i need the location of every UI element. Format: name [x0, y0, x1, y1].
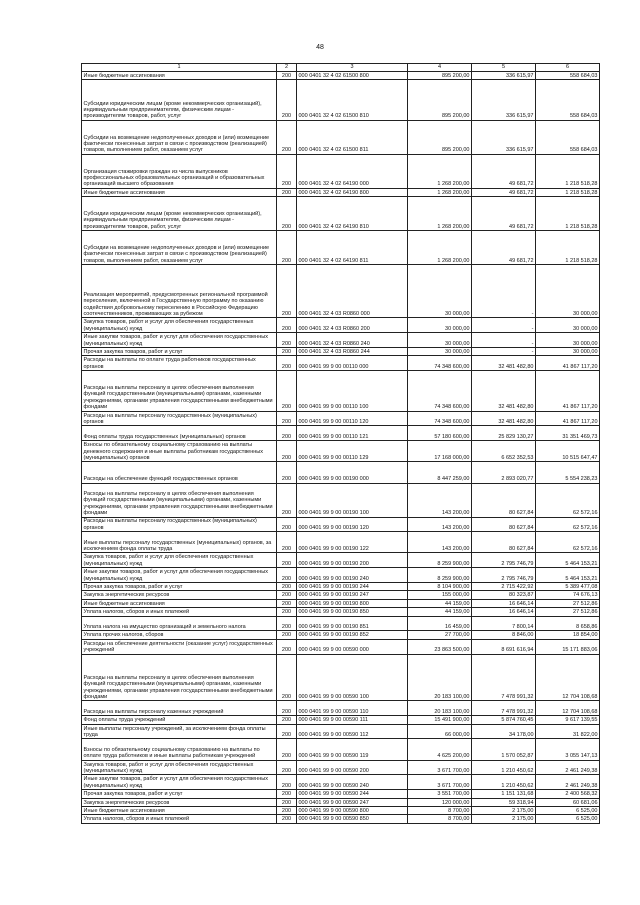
- table-row: [82, 231, 600, 265]
- row-budget-classification-code: 000 0401 32 4 03 R0860 200: [297, 318, 408, 333]
- row-budget-classification-code: 000 0401 99 9 00 00190 244: [297, 583, 408, 591]
- row-line-code: 200: [277, 72, 297, 80]
- row-unexecuted-amount: 1 218 518,28: [536, 231, 600, 265]
- row-approved-amount: 8 259 900,00: [408, 568, 472, 583]
- row-line-code: 200: [277, 333, 297, 348]
- row-description: Закупка товаров, работ и услуг для обеспечения государственных (муниципальных) нужд: [82, 760, 277, 775]
- row-approved-amount: 20 183 100,00: [408, 701, 472, 716]
- row-executed-amount: 8 846,00: [472, 631, 536, 639]
- row-description: Фонд оплаты труда государственных (муниципальных) органов: [82, 426, 277, 441]
- row-executed-amount: 1 570 052,87: [472, 739, 536, 760]
- row-description: Закупка товаров, работ и услуг для обеспечения государственных (муниципальных) нужд: [82, 318, 277, 333]
- row-approved-amount: 20 183 100,00: [408, 654, 472, 701]
- row-approved-amount: 155 000,00: [408, 591, 472, 599]
- header-col-1: 1: [82, 64, 277, 72]
- row-budget-classification-code: 000 0401 99 9 00 00190 852: [297, 631, 408, 639]
- row-budget-classification-code: 000 0401 99 9 00 00590 200: [297, 760, 408, 775]
- row-approved-amount: 30 000,00: [408, 347, 472, 355]
- table-row: [82, 599, 600, 607]
- page-number: 48: [316, 44, 324, 51]
- table-row: [82, 462, 600, 483]
- table-row: [82, 532, 600, 553]
- row-line-code: 200: [277, 231, 297, 265]
- table-row: [82, 197, 600, 231]
- row-approved-amount: 1 268 200,00: [408, 154, 472, 188]
- row-budget-classification-code: 000 0401 99 9 00 00590 111: [297, 716, 408, 724]
- table-row: [82, 517, 600, 532]
- row-line-code: 200: [277, 318, 297, 333]
- row-approved-amount: 120 000,00: [408, 798, 472, 806]
- row-executed-amount: 6 652 352,53: [472, 441, 536, 462]
- row-executed-amount: 32 481 482,80: [472, 371, 536, 411]
- row-unexecuted-amount: 558 684,03: [536, 120, 600, 154]
- header-col-6: 6: [536, 64, 600, 72]
- row-line-code: 200: [277, 553, 297, 568]
- row-budget-classification-code: 000 0401 99 9 00 00590 100: [297, 654, 408, 701]
- row-executed-amount: 336 615,97: [472, 72, 536, 80]
- row-executed-amount: 49 681,72: [472, 231, 536, 265]
- row-line-code: 200: [277, 532, 297, 553]
- row-unexecuted-amount: 5 464 153,21: [536, 553, 600, 568]
- row-approved-amount: 44 159,00: [408, 599, 472, 607]
- row-approved-amount: 30 000,00: [408, 265, 472, 318]
- header-col-5: 5: [472, 64, 536, 72]
- row-description: Иные закупки товаров, работ и услуг для обеспечения государственных (муниципальных) нужд: [82, 775, 277, 790]
- row-approved-amount: 15 491 900,00: [408, 716, 472, 724]
- row-approved-amount: 4 625 200,00: [408, 739, 472, 760]
- row-executed-amount: 80 627,84: [472, 532, 536, 553]
- row-executed-amount: -: [472, 347, 536, 355]
- row-approved-amount: 895 200,00: [408, 80, 472, 120]
- row-budget-classification-code: 000 0401 99 9 00 00110 000: [297, 356, 408, 371]
- row-description: Закупка энергетических ресурсов: [82, 798, 277, 806]
- row-budget-classification-code: 000 0401 99 9 00 00590 247: [297, 798, 408, 806]
- row-line-code: 200: [277, 583, 297, 591]
- row-executed-amount: -: [472, 265, 536, 318]
- row-budget-classification-code: 000 0401 99 9 00 00110 120: [297, 411, 408, 426]
- row-executed-amount: 336 615,97: [472, 120, 536, 154]
- header-col-3: 3: [297, 64, 408, 72]
- row-line-code: 200: [277, 483, 297, 517]
- row-budget-classification-code: 000 0401 99 9 00 00190 240: [297, 568, 408, 583]
- row-description: Расходы на выплаты по оплате труда работников государственных органов: [82, 356, 277, 371]
- row-executed-amount: 2 795 746,79: [472, 568, 536, 583]
- row-budget-classification-code: 000 0401 99 9 00 00590 112: [297, 724, 408, 739]
- table-row: [82, 806, 600, 814]
- row-budget-classification-code: 000 0401 32 4 03 R0860 244: [297, 347, 408, 355]
- row-line-code: 200: [277, 806, 297, 814]
- row-unexecuted-amount: 2 400 568,32: [536, 790, 600, 798]
- row-line-code: 200: [277, 441, 297, 462]
- row-unexecuted-amount: 558 684,03: [536, 80, 600, 120]
- row-budget-classification-code: 000 0401 99 9 00 00190 850: [297, 608, 408, 616]
- row-unexecuted-amount: 27 512,86: [536, 599, 600, 607]
- row-budget-classification-code: 000 0401 99 9 00 00590 244: [297, 790, 408, 798]
- table-row: [82, 356, 600, 371]
- row-description: Иные выплаты персоналу государственных (муниципальных) органов, за исключением фонда оплаты труда: [82, 532, 277, 553]
- row-approved-amount: 143 200,00: [408, 532, 472, 553]
- row-line-code: 200: [277, 724, 297, 739]
- row-line-code: 200: [277, 599, 297, 607]
- row-line-code: 200: [277, 517, 297, 532]
- row-budget-classification-code: 000 0401 32 4 02 61500 800: [297, 72, 408, 80]
- row-budget-classification-code: 000 0401 99 9 00 00190 000: [297, 462, 408, 483]
- row-description: Уплата прочих налогов, сборов: [82, 631, 277, 639]
- row-description: Взносы по обязательному социальному страхованию на выплаты по оплате труда работников и иные выплаты работникам учреждений: [82, 739, 277, 760]
- row-line-code: 200: [277, 120, 297, 154]
- row-budget-classification-code: 000 0401 99 9 00 00590 240: [297, 775, 408, 790]
- table-row: [82, 798, 600, 806]
- table-row: [82, 441, 600, 462]
- table-row: [82, 583, 600, 591]
- table-row: [82, 724, 600, 739]
- row-line-code: 200: [277, 591, 297, 599]
- row-description: Прочая закупка товаров, работ и услуг: [82, 583, 277, 591]
- row-budget-classification-code: 000 0401 99 9 00 00190 120: [297, 517, 408, 532]
- row-approved-amount: 8 700,00: [408, 815, 472, 823]
- row-executed-amount: 1 151 131,68: [472, 790, 536, 798]
- row-budget-classification-code: 000 0401 99 9 00 00110 100: [297, 371, 408, 411]
- table-row: [82, 775, 600, 790]
- row-line-code: 200: [277, 815, 297, 823]
- row-budget-classification-code: 000 0401 99 9 00 00110 129: [297, 441, 408, 462]
- row-description: Субсидии юридическим лицам (кроме некоммерческих организаций), индивидуальным предпринимателям, физическим лицам - производителям товаров, работ, услуг: [82, 197, 277, 231]
- row-approved-amount: 8 700,00: [408, 806, 472, 814]
- row-approved-amount: 8 104 900,00: [408, 583, 472, 591]
- row-executed-amount: 336 615,97: [472, 80, 536, 120]
- row-description: Иные бюджетные ассигнования: [82, 599, 277, 607]
- row-approved-amount: 3 671 700,00: [408, 775, 472, 790]
- row-executed-amount: -: [472, 333, 536, 348]
- row-unexecuted-amount: 5 464 153,21: [536, 568, 600, 583]
- table-row: [82, 608, 600, 616]
- table-row: [82, 426, 600, 441]
- table-row: [82, 347, 600, 355]
- table-row: [82, 568, 600, 583]
- row-approved-amount: 74 348 600,00: [408, 371, 472, 411]
- row-line-code: 200: [277, 639, 297, 654]
- row-budget-classification-code: 000 0401 99 9 00 00590 110: [297, 701, 408, 716]
- row-line-code: 200: [277, 154, 297, 188]
- row-executed-amount: 2 795 746,79: [472, 553, 536, 568]
- row-approved-amount: 1 268 200,00: [408, 231, 472, 265]
- row-unexecuted-amount: 1 218 518,28: [536, 197, 600, 231]
- row-executed-amount: 7 478 991,32: [472, 654, 536, 701]
- row-line-code: 200: [277, 197, 297, 231]
- row-description: Фонд оплаты труда учреждений: [82, 716, 277, 724]
- row-line-code: 200: [277, 371, 297, 411]
- header-col-2: 2: [277, 64, 297, 72]
- row-line-code: 200: [277, 411, 297, 426]
- row-description: Уплата налога на имущество организаций и земельного налога: [82, 616, 277, 631]
- row-line-code: 200: [277, 356, 297, 371]
- row-unexecuted-amount: 12 704 108,68: [536, 654, 600, 701]
- row-budget-classification-code: 000 0401 99 9 00 00590 850: [297, 815, 408, 823]
- row-approved-amount: 44 159,00: [408, 608, 472, 616]
- table-row: [82, 591, 600, 599]
- row-executed-amount: 16 646,14: [472, 608, 536, 616]
- row-budget-classification-code: 000 0401 32 4 02 64190 810: [297, 197, 408, 231]
- table-row: [82, 701, 600, 716]
- row-description: Иные закупки товаров, работ и услуг для обеспечения государственных (муниципальных) нужд: [82, 333, 277, 348]
- row-unexecuted-amount: 9 617 139,55: [536, 716, 600, 724]
- table-row: [82, 790, 600, 798]
- row-description: Закупка энергетических ресурсов: [82, 591, 277, 599]
- row-unexecuted-amount: 30 000,00: [536, 347, 600, 355]
- row-description: Расходы на выплаты персоналу государственных (муниципальных) органов: [82, 411, 277, 426]
- row-unexecuted-amount: 62 572,16: [536, 517, 600, 532]
- row-unexecuted-amount: 62 572,16: [536, 532, 600, 553]
- row-line-code: 200: [277, 716, 297, 724]
- row-description: Иные бюджетные ассигнования: [82, 806, 277, 814]
- row-unexecuted-amount: 30 000,00: [536, 318, 600, 333]
- row-executed-amount: 2 175,00: [472, 815, 536, 823]
- table-row: [82, 815, 600, 823]
- row-line-code: 200: [277, 426, 297, 441]
- row-budget-classification-code: 000 0401 99 9 00 00590 800: [297, 806, 408, 814]
- row-executed-amount: 7 478 991,32: [472, 701, 536, 716]
- row-approved-amount: 74 348 600,00: [408, 356, 472, 371]
- row-approved-amount: 1 268 200,00: [408, 188, 472, 196]
- row-approved-amount: 16 459,00: [408, 616, 472, 631]
- row-unexecuted-amount: 31 351 469,73: [536, 426, 600, 441]
- row-line-code: 200: [277, 760, 297, 775]
- table-row: [82, 639, 600, 654]
- row-budget-classification-code: 000 0401 99 9 00 00190 800: [297, 599, 408, 607]
- row-budget-classification-code: 000 0401 32 4 03 R0860 000: [297, 265, 408, 318]
- row-executed-amount: 34 178,00: [472, 724, 536, 739]
- table-row: [82, 631, 600, 639]
- row-description: Уплата налогов, сборов и иных платежей: [82, 815, 277, 823]
- row-unexecuted-amount: 18 854,00: [536, 631, 600, 639]
- row-approved-amount: 66 000,00: [408, 724, 472, 739]
- row-line-code: 200: [277, 568, 297, 583]
- row-executed-amount: 1 210 450,62: [472, 760, 536, 775]
- table-row: [82, 80, 600, 120]
- table-row: [82, 265, 600, 318]
- row-approved-amount: 30 000,00: [408, 318, 472, 333]
- row-budget-classification-code: 000 0401 99 9 00 00190 122: [297, 532, 408, 553]
- row-description: Иные бюджетные ассигнования: [82, 72, 277, 80]
- row-executed-amount: 16 646,14: [472, 599, 536, 607]
- row-unexecuted-amount: 12 704 108,68: [536, 701, 600, 716]
- row-line-code: 200: [277, 80, 297, 120]
- table-row: [82, 616, 600, 631]
- row-description: Субсидии юридическим лицам (кроме некоммерческих организаций), индивидуальным предпринимателям, физическим лицам - производителям товаров, работ, услуг: [82, 80, 277, 120]
- row-executed-amount: 5 874 760,45: [472, 716, 536, 724]
- row-executed-amount: 80 627,84: [472, 517, 536, 532]
- row-line-code: 200: [277, 775, 297, 790]
- row-executed-amount: 8 691 616,94: [472, 639, 536, 654]
- table-row: [82, 371, 600, 411]
- row-description: Расходы на обеспечение деятельности (оказание услуг) государственных учреждений: [82, 639, 277, 654]
- row-executed-amount: 80 323,87: [472, 591, 536, 599]
- table-row: [82, 739, 600, 760]
- row-description: Организация стажировки граждан из числа выпускников профессиональных образовательных организаций и образовательных организаций высшего образования: [82, 154, 277, 188]
- row-description: Иные бюджетные ассигнования: [82, 188, 277, 196]
- row-budget-classification-code: 000 0401 32 4 02 61500 811: [297, 120, 408, 154]
- row-approved-amount: 23 863 500,00: [408, 639, 472, 654]
- row-description: Взносы по обязательному социальному страхованию на выплаты денежного содержания и иные выплаты работникам государственных (муниципальных) органов: [82, 441, 277, 462]
- row-unexecuted-amount: 41 867 117,20: [536, 356, 600, 371]
- row-description: Расходы на выплаты персоналу казенных учреждений: [82, 701, 277, 716]
- table-row: [82, 318, 600, 333]
- row-description: Субсидии на возмещение недополученных доходов и (или) возмещение фактически понесенных затрат в связи с производством (реализацией) товаров, выполнением работ, оказанием услуг: [82, 231, 277, 265]
- table-row: [82, 654, 600, 701]
- row-approved-amount: 74 348 600,00: [408, 411, 472, 426]
- row-description: Прочая закупка товаров, работ и услуг: [82, 790, 277, 798]
- row-description: Расходы на обеспечение функций государственных органов: [82, 462, 277, 483]
- row-budget-classification-code: 000 0401 99 9 00 00190 851: [297, 616, 408, 631]
- row-description: Реализация мероприятий, предусмотренных региональной программой переселения, включенной в Государственную программу по оказанию содействия добровольному переселению в Российскую Федерацию соотечественников, проживающих за рубежом: [82, 265, 277, 318]
- table-row: [82, 716, 600, 724]
- row-unexecuted-amount: 74 676,13: [536, 591, 600, 599]
- row-budget-classification-code: 000 0401 99 9 00 00110 121: [297, 426, 408, 441]
- row-line-code: 200: [277, 265, 297, 318]
- row-unexecuted-amount: 30 000,00: [536, 265, 600, 318]
- row-unexecuted-amount: 62 572,16: [536, 483, 600, 517]
- row-executed-amount: 49 681,72: [472, 197, 536, 231]
- row-budget-classification-code: 000 0401 99 9 00 00190 200: [297, 553, 408, 568]
- row-description: Расходы на выплаты персоналу в целях обеспечения выполнения функций государственными (муниципальными) органами, казенными учреждениями, органами управления государственными внебюджетными фондами: [82, 371, 277, 411]
- table-row: [82, 154, 600, 188]
- row-unexecuted-amount: 27 512,86: [536, 608, 600, 616]
- row-executed-amount: 32 481 482,80: [472, 356, 536, 371]
- table-row: [82, 411, 600, 426]
- row-executed-amount: 59 318,94: [472, 798, 536, 806]
- table-row: [82, 333, 600, 348]
- table-row: [82, 188, 600, 196]
- row-line-code: 200: [277, 654, 297, 701]
- row-unexecuted-amount: 15 171 883,06: [536, 639, 600, 654]
- row-unexecuted-amount: 41 867 117,20: [536, 371, 600, 411]
- row-unexecuted-amount: 1 218 518,28: [536, 188, 600, 196]
- table-row: [82, 483, 600, 517]
- row-approved-amount: 143 200,00: [408, 517, 472, 532]
- row-unexecuted-amount: 6 525,00: [536, 806, 600, 814]
- row-budget-classification-code: 000 0401 32 4 02 61500 810: [297, 80, 408, 120]
- row-executed-amount: -: [472, 318, 536, 333]
- row-executed-amount: 7 800,14: [472, 616, 536, 631]
- row-description: Иные выплаты персоналу учреждений, за исключением фонда оплаты труда: [82, 724, 277, 739]
- row-executed-amount: 2 175,00: [472, 806, 536, 814]
- row-unexecuted-amount: 5 389 477,08: [536, 583, 600, 591]
- row-approved-amount: 3 551 700,00: [408, 790, 472, 798]
- row-approved-amount: 895 200,00: [408, 120, 472, 154]
- row-line-code: 200: [277, 790, 297, 798]
- row-unexecuted-amount: 3 055 147,13: [536, 739, 600, 760]
- row-unexecuted-amount: 2 461 249,38: [536, 760, 600, 775]
- row-budget-classification-code: 000 0401 32 4 02 64190 000: [297, 154, 408, 188]
- column-number-header-row: [82, 64, 600, 72]
- table-row: [82, 553, 600, 568]
- row-approved-amount: 30 000,00: [408, 333, 472, 348]
- row-line-code: 200: [277, 608, 297, 616]
- row-description: Расходы на выплаты персоналу в целях обеспечения выполнения функций государственными (муниципальными) органами, казенными учреждениями, органами управления государственными внебюджетными фондами: [82, 483, 277, 517]
- row-unexecuted-amount: 30 000,00: [536, 333, 600, 348]
- row-unexecuted-amount: 60 681,06: [536, 798, 600, 806]
- row-unexecuted-amount: 5 554 238,23: [536, 462, 600, 483]
- row-approved-amount: 27 700,00: [408, 631, 472, 639]
- row-approved-amount: 57 180 600,00: [408, 426, 472, 441]
- row-line-code: 200: [277, 188, 297, 196]
- row-budget-classification-code: 000 0401 32 4 02 64190 800: [297, 188, 408, 196]
- row-description: Иные закупки товаров, работ и услуг для обеспечения государственных (муниципальных) нужд: [82, 568, 277, 583]
- row-budget-classification-code: 000 0401 32 4 02 64190 811: [297, 231, 408, 265]
- row-unexecuted-amount: 2 461 249,38: [536, 775, 600, 790]
- row-line-code: 200: [277, 739, 297, 760]
- row-unexecuted-amount: 31 822,00: [536, 724, 600, 739]
- row-description: Расходы на выплаты персоналу в целях обеспечения выполнения функций государственными (муниципальными) органами, казенными учреждениями, органами управления государственными внебюджетными фондами: [82, 654, 277, 701]
- budget-execution-table: [81, 63, 600, 824]
- row-executed-amount: 80 627,84: [472, 483, 536, 517]
- row-line-code: 200: [277, 631, 297, 639]
- row-unexecuted-amount: 6 525,00: [536, 815, 600, 823]
- row-description: Закупка товаров, работ и услуг для обеспечения государственных (муниципальных) нужд: [82, 553, 277, 568]
- row-unexecuted-amount: 8 658,86: [536, 616, 600, 631]
- table-row: [82, 72, 600, 80]
- row-description: Уплата налогов, сборов и иных платежей: [82, 608, 277, 616]
- row-approved-amount: 17 168 000,00: [408, 441, 472, 462]
- row-executed-amount: 25 829 130,27: [472, 426, 536, 441]
- table-row: [82, 120, 600, 154]
- row-approved-amount: 8 447 259,00: [408, 462, 472, 483]
- row-budget-classification-code: 000 0401 99 9 00 00590 119: [297, 739, 408, 760]
- row-executed-amount: 32 481 482,80: [472, 411, 536, 426]
- table-row: [82, 760, 600, 775]
- row-line-code: 200: [277, 798, 297, 806]
- header-col-4: 4: [408, 64, 472, 72]
- row-line-code: 200: [277, 347, 297, 355]
- row-budget-classification-code: 000 0401 32 4 03 R0860 240: [297, 333, 408, 348]
- row-line-code: 200: [277, 462, 297, 483]
- row-budget-classification-code: 000 0401 99 9 00 00190 100: [297, 483, 408, 517]
- row-approved-amount: 895 200,00: [408, 72, 472, 80]
- row-unexecuted-amount: 10 515 647,47: [536, 441, 600, 462]
- row-line-code: 200: [277, 616, 297, 631]
- row-approved-amount: 143 200,00: [408, 483, 472, 517]
- row-line-code: 200: [277, 701, 297, 716]
- row-executed-amount: 49 681,72: [472, 188, 536, 196]
- row-executed-amount: 49 681,72: [472, 154, 536, 188]
- row-unexecuted-amount: 1 218 518,28: [536, 154, 600, 188]
- row-budget-classification-code: 000 0401 99 9 00 00190 247: [297, 591, 408, 599]
- row-description: Прочая закупка товаров, работ и услуг: [82, 347, 277, 355]
- row-executed-amount: 1 210 450,62: [472, 775, 536, 790]
- row-budget-classification-code: 000 0401 99 9 00 00590 000: [297, 639, 408, 654]
- row-executed-amount: 2 715 422,92: [472, 583, 536, 591]
- row-description: Расходы на выплаты персоналу государственных (муниципальных) органов: [82, 517, 277, 532]
- row-unexecuted-amount: 558 684,03: [536, 72, 600, 80]
- row-approved-amount: 1 268 200,00: [408, 197, 472, 231]
- row-unexecuted-amount: 41 867 117,20: [536, 411, 600, 426]
- row-approved-amount: 8 259 900,00: [408, 553, 472, 568]
- row-description: Субсидии на возмещение недополученных доходов и (или) возмещение фактически понесенных затрат в связи с производством (реализацией) товаров, выполнением работ, оказанием услуг: [82, 120, 277, 154]
- row-executed-amount: 2 893 020,77: [472, 462, 536, 483]
- row-approved-amount: 3 671 700,00: [408, 760, 472, 775]
